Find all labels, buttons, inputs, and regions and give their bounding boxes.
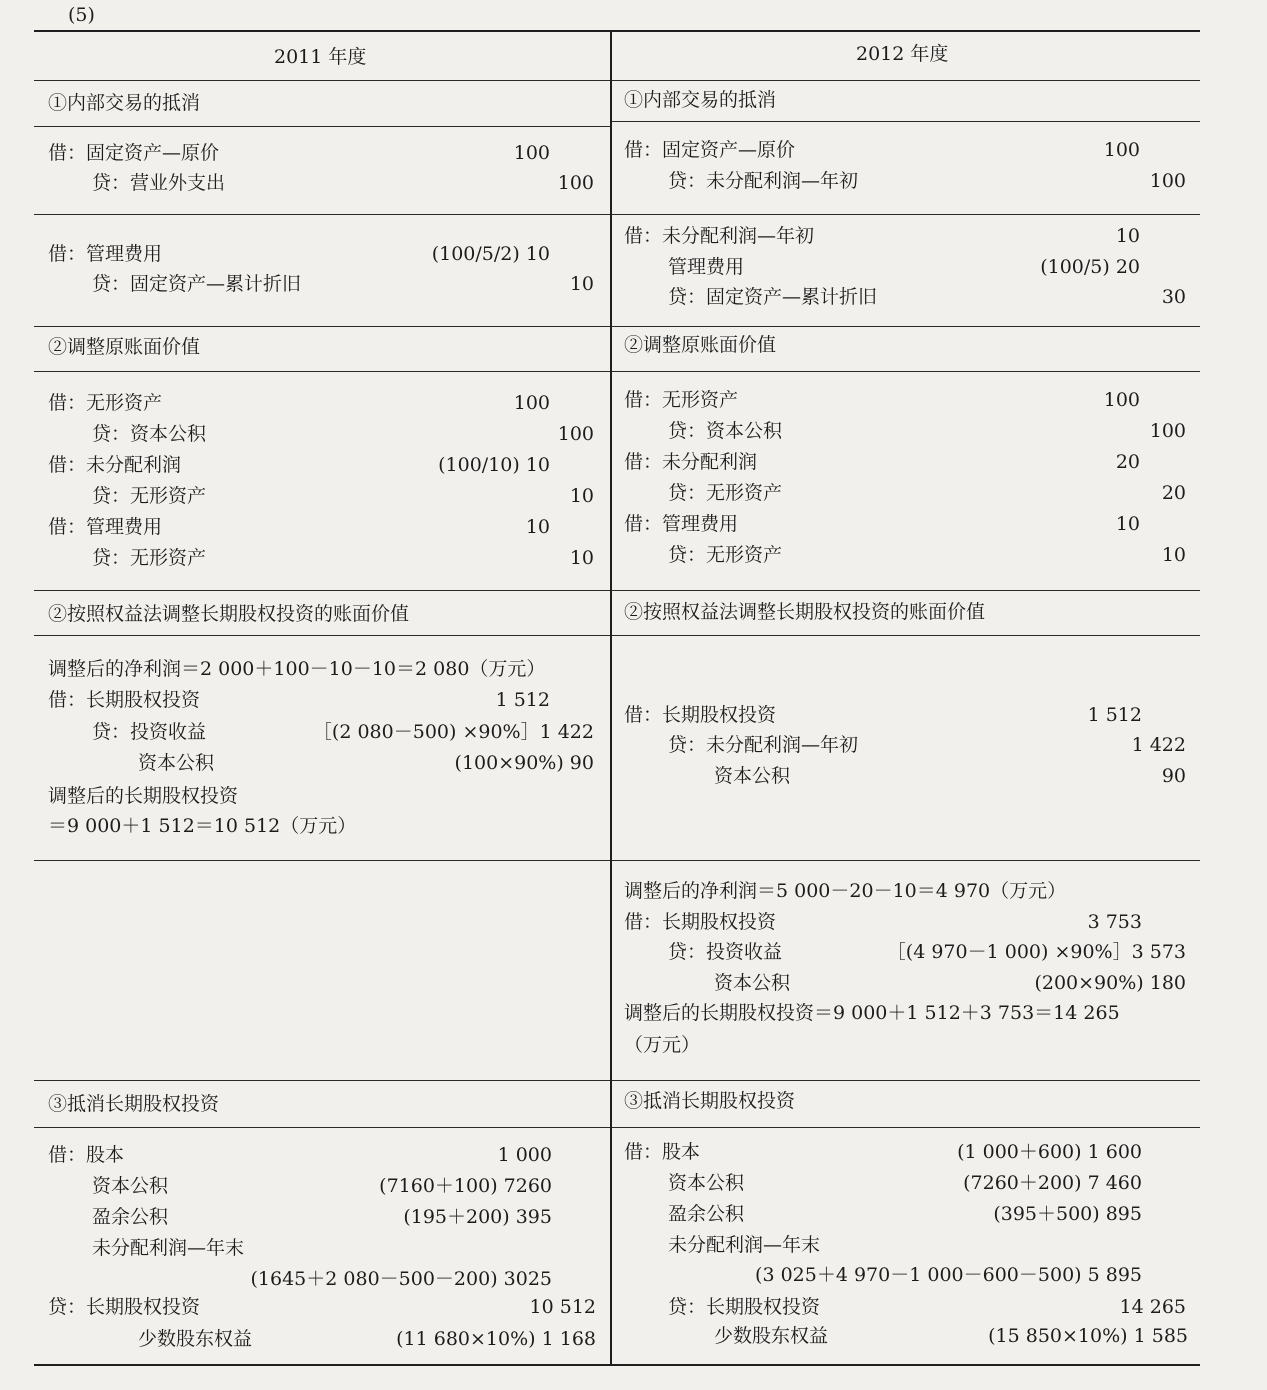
right-s4-row-0-account: 借：股本: [624, 1141, 701, 1163]
right-s2-row-3-account: 贷：无形资产: [668, 482, 783, 504]
right-adjusted-investment-unit: （万元）: [624, 1034, 701, 1056]
right-s3a-row-2-account: 资本公积: [714, 765, 791, 787]
right-s3a-row-2-amount: 90: [1161, 765, 1186, 787]
divider-s4-title: [34, 1127, 1200, 1128]
left-s2-row-5-account: 贷：无形资产: [92, 547, 207, 569]
right-s3b-row-2-amount: (200×90%) 180: [1034, 972, 1186, 994]
right-s1a-row-1-account: 贷：未分配利润—年初: [668, 170, 859, 192]
right-s1b-row-0-amount: 10: [1115, 225, 1140, 247]
left-s2-row-0-amount: 100: [513, 392, 550, 414]
left-s1b-row-0-account: 借：管理费用: [48, 243, 163, 265]
left-s3-row-0-account: 借：长期股权投资: [48, 689, 201, 711]
left-s3-row-1-account: 贷：投资收益: [92, 721, 207, 743]
right-s2-row-5-amount: 10: [1161, 544, 1186, 566]
left-s1b-row-1-account: 贷：固定资产—累计折旧: [92, 273, 302, 295]
left-adjusted-investment-formula: ＝9 000＋1 512＝10 512（万元）: [48, 815, 357, 837]
right-s3a-row-0-amount: 1 512: [1087, 704, 1142, 726]
left-s4-row-3-account: 未分配利润—年末: [92, 1237, 245, 1259]
left-s1a-row-1-account: 贷：营业外支出: [92, 172, 226, 194]
right-s2-row-0-account: 借：无形资产: [624, 389, 739, 411]
divider-s3: [34, 590, 1200, 591]
right-s2-row-1-amount: 100: [1149, 420, 1186, 442]
right-net-profit: 调整后的净利润＝5 000－20－10＝4 970（万元）: [624, 880, 1067, 902]
right-s2-row-0-amount: 100: [1103, 389, 1140, 411]
right-s3b-row-1-amount: ［(4 970－1 000) ×90%］3 573: [886, 941, 1186, 963]
right-s2-row-5-account: 贷：无形资产: [668, 544, 783, 566]
right-s4-row-5-amount: 14 265: [1119, 1296, 1186, 1318]
left-s3-title: ②按照权益法调整长期股权投资的账面价值: [48, 603, 410, 625]
left-s4-row-5-amount: 10 512: [529, 1296, 596, 1318]
right-adjusted-investment: 调整后的长期股权投资＝9 000＋1 512＋3 753＝14 265: [624, 1002, 1120, 1024]
right-s1b-row-2-amount: 30: [1161, 286, 1186, 308]
left-s2-row-5-amount: 10: [569, 547, 594, 569]
left-s2-title: ②调整原账面价值: [48, 336, 201, 358]
right-s4-row-2-account: 盈余公积: [668, 1203, 745, 1225]
left-s2-row-4-amount: 10: [525, 516, 550, 538]
left-s2-row-1-account: 贷：资本公积: [92, 423, 207, 445]
right-s4-row-0-amount: (1 000＋600) 1 600: [957, 1141, 1142, 1163]
left-s1b-row-1-amount: 10: [569, 273, 594, 295]
left-s4-row-6-amount: (11 680×10%) 1 168: [396, 1328, 596, 1350]
right-s2-row-4-amount: 10: [1115, 513, 1140, 535]
left-s3-row-1-amount: ［(2 080－500) ×90%］1 422: [312, 721, 594, 743]
left-s4-row-2-amount: (195＋200) 395: [403, 1206, 552, 1228]
right-s2-title: ②调整原账面价值: [624, 334, 777, 356]
left-s1a-row-1-amount: 100: [557, 172, 594, 194]
left-s1b-row-0-amount: (100/5/2) 10: [431, 243, 550, 265]
right-s1a-row-1-amount: 100: [1149, 170, 1186, 192]
right-s3b-row-0-amount: 3 753: [1087, 911, 1142, 933]
right-s4-row-6-account: 少数股东权益: [714, 1325, 829, 1347]
right-s2-row-3-amount: 20: [1161, 482, 1186, 504]
left-s2-row-3-account: 贷：无形资产: [92, 485, 207, 507]
right-s3-title: ②按照权益法调整长期股权投资的账面价值: [624, 601, 986, 623]
column-divider: [610, 30, 612, 1366]
left-s4-row-6-account: 少数股东权益: [138, 1328, 253, 1350]
right-s2-row-1-account: 贷：资本公积: [668, 420, 783, 442]
divider-s4: [34, 1080, 1200, 1081]
right-s3a-row-1-amount: 1 422: [1131, 734, 1186, 756]
divider-s3b: [34, 860, 1200, 861]
left-s2-row-2-account: 借：未分配利润: [48, 454, 182, 476]
left-s4-row-1-amount: (7160＋100) 7260: [379, 1175, 552, 1197]
right-s3a-row-1-account: 贷：未分配利润—年初: [668, 734, 859, 756]
right-s3b-row-2-account: 资本公积: [714, 972, 791, 994]
section-label: (5): [68, 4, 95, 26]
left-s3-row-2-amount: (100×90%) 90: [454, 752, 594, 774]
right-s4-row-2-amount: (395＋500) 895: [993, 1203, 1142, 1225]
right-s2-row-2-account: 借：未分配利润: [624, 451, 758, 473]
right-s1a-row-0-account: 借：固定资产—原价: [624, 139, 796, 161]
left-s1-title: ①内部交易的抵消: [48, 92, 201, 114]
right-s2-row-2-amount: 20: [1115, 451, 1140, 473]
left-s2-row-2-amount: (100/10) 10: [438, 454, 550, 476]
left-s1a-row-0-amount: 100: [513, 142, 550, 164]
divider-s1-right: [612, 121, 1200, 122]
right-s4-row-4-amount: (3 025＋4 970－1 000－600－500) 5 895: [755, 1264, 1142, 1286]
right-s4-row-5-account: 贷：长期股权投资: [668, 1296, 821, 1318]
right-s1a-row-0-amount: 100: [1103, 139, 1140, 161]
header-divider: [34, 80, 1200, 81]
right-s1-title: ①内部交易的抵消: [624, 89, 777, 111]
left-s4-row-2-account: 盈余公积: [92, 1206, 169, 1228]
right-s3a-row-0-account: 借：长期股权投资: [624, 704, 777, 726]
left-s3-row-0-amount: 1 512: [495, 689, 550, 711]
right-s2-row-4-account: 借：管理费用: [624, 513, 739, 535]
left-s4-row-0-account: 借：股本: [48, 1144, 125, 1166]
left-s2-row-4-account: 借：管理费用: [48, 516, 163, 538]
left-s4-title: ③抵消长期股权投资: [48, 1093, 220, 1115]
divider-s1-left: [34, 126, 610, 127]
right-s3b-row-1-account: 贷：投资收益: [668, 941, 783, 963]
left-s3-row-2-account: 资本公积: [138, 752, 215, 774]
right-s4-title: ③抵消长期股权投资: [624, 1090, 796, 1112]
divider-s2-title: [34, 371, 1200, 372]
right-s4-row-6-amount: (15 850×10%) 1 585: [988, 1325, 1188, 1347]
right-s1b-row-0-account: 借：未分配利润—年初: [624, 225, 815, 247]
left-s4-row-4-amount: (1645＋2 080－500－200) 3025: [250, 1268, 552, 1290]
right-s4-row-3-account: 未分配利润—年末: [668, 1234, 821, 1256]
left-s4-row-5-account: 贷：长期股权投资: [48, 1296, 201, 1318]
divider-s3-title: [34, 635, 1200, 636]
right-s1b-row-1-account: 管理费用: [668, 256, 745, 278]
right-s1b-row-2-account: 贷：固定资产—累计折旧: [668, 286, 878, 308]
divider-s1b: [34, 214, 1200, 215]
left-net-profit: 调整后的净利润＝2 000＋100－10－10＝2 080（万元）: [48, 658, 546, 680]
column-header-2012: 2012 年度: [856, 43, 949, 65]
left-s4-row-0-amount: 1 000: [497, 1144, 552, 1166]
column-header-2011: 2011 年度: [274, 46, 367, 68]
right-s4-row-1-account: 资本公积: [668, 1172, 745, 1194]
table-top-rule: [34, 30, 1200, 32]
right-s1b-row-1-amount: (100/5) 20: [1040, 256, 1140, 278]
left-s2-row-1-amount: 100: [557, 423, 594, 445]
right-s3b-row-0-account: 借：长期股权投资: [624, 911, 777, 933]
left-s4-row-1-account: 资本公积: [92, 1175, 169, 1197]
right-s4-row-1-amount: (7260＋200) 7 460: [963, 1172, 1142, 1194]
left-adjusted-investment: 调整后的长期股权投资: [48, 785, 239, 807]
table-bottom-rule: [34, 1364, 1200, 1366]
left-s2-row-3-amount: 10: [569, 485, 594, 507]
divider-s2: [34, 326, 1200, 327]
left-s1a-row-0-account: 借：固定资产—原价: [48, 142, 220, 164]
left-s2-row-0-account: 借：无形资产: [48, 392, 163, 414]
